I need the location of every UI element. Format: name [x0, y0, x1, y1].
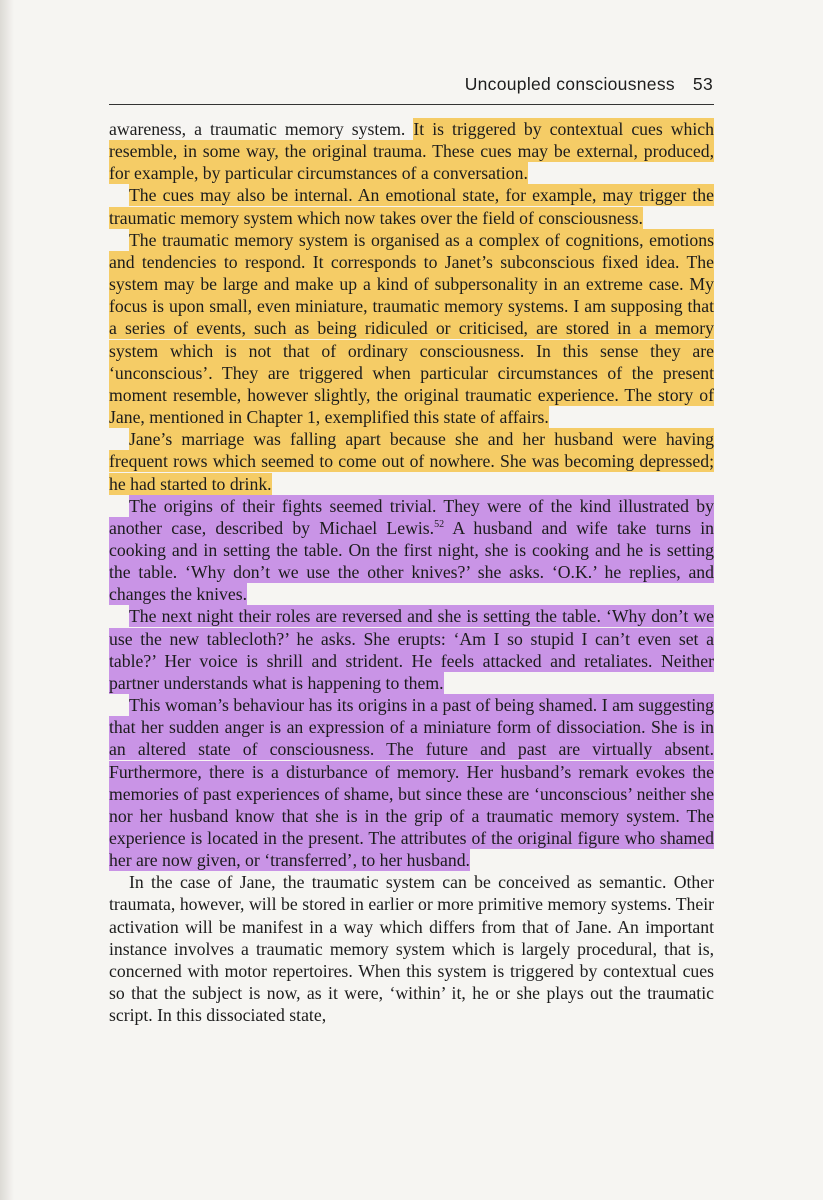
paragraph-4	[109, 428, 714, 494]
paragraph-6-highlight: The next night their roles are reversed and she is setting the table. ‘Why don’t we use the new tablecloth?’ he asks. She erupts: ‘Am I so stupid I can’t even set a table?’ Her voice is shrill and strident. He feels attacked and retaliates. Neither partner understands what is happening to them.	[109, 606, 714, 693]
paragraph-8	[109, 871, 714, 1026]
footnote-ref[interactable]	[434, 517, 444, 539]
running-title: Uncoupled consciousness	[464, 74, 675, 94]
page-number: 53	[692, 74, 713, 94]
paragraph-5-highlight-b: A husband and wife take turns in cooking and in setting the table. On the first night, she is cooking and he is setting the table. ‘Why don’t we use the other knives?’ she asks. ‘O.K.’ he replies, and changes the knives.	[109, 517, 714, 605]
paragraph-6	[109, 605, 714, 694]
paragraph-1-highlight: It is triggered by contextual cues which resemble, in some way, the original trauma. These cues may be external, produced, for example, by particular circumstances of a conversation.	[109, 119, 714, 184]
body-text	[109, 118, 714, 1026]
paragraph-4-highlight: Jane’s marriage was falling apart because she and her husband were having frequent rows which seemed to come out of nowhere. She was becoming depressed; he had started to drink.	[109, 429, 714, 494]
paragraph-3	[109, 229, 714, 428]
paragraph-2	[109, 184, 714, 228]
paragraph-3-highlight: The traumatic memory system is organised as a complex of cognitions, emotions and tendencies to respond. It corresponds to Janet’s subconscious fixed idea. The system may be large and make up a kind of subpersonality in an extreme case. My focus is upon small, even miniature, traumatic memory systems. I am supposing that a series of events, such as being ridiculed or criticised, are stored in a memory system which is not that of ordinary consciousness. In this sense they are ‘unconscious’. They are triggered when particular circumstances of the present moment resemble, however slightly, the original traumatic experience. The story of Jane, mentioned in Chapter 1, exemplified this state of affairs.	[109, 229, 714, 428]
footnote-52[interactable]: 52	[434, 518, 445, 530]
paragraph-1-plain: awareness, a traumatic memory system.	[109, 119, 414, 139]
running-header	[465, 74, 713, 95]
header-rule	[109, 104, 714, 105]
paragraph-1	[109, 118, 714, 184]
paragraph-7-highlight: This woman’s behaviour has its origins in a past of being shamed. I am suggesting that her sudden anger is an expression of a miniature form of dissociation. She is in an altered state of consciousness. The future and past are virtually absent. Furthermore, there is a disturbance of memory. Her husband’s remark evokes the memories of past experiences of shame, but since these are ‘unconscious’ neither she nor her husband know that she is in the grip of a traumatic memory system. The experience is located in the present. The attributes of the original figure who shamed her are now given, or ‘transferred’, to her husband.	[109, 695, 714, 871]
paragraph-7	[109, 694, 714, 871]
page-gutter-shadow	[0, 0, 14, 1200]
paragraph-5	[109, 495, 714, 606]
paragraph-5-highlight-a: The origins of their fights seemed trivial. They were of the kind illustrated by another case, described by Michael Lewis.	[109, 495, 714, 538]
paragraph-2-highlight: The cues may also be internal. An emotional state, for example, may trigger the traumatic memory system which now takes over the field of consciousness.	[109, 185, 714, 228]
paragraph-8-plain: In the case of Jane, the traumatic system can be conceived as semantic. Other traumata, however, will be stored in earlier or more primitive memory systems. Their activation will be manifest in a way which differs from that of Jane. An important instance involves a traumatic memory system which is largely procedural, that is, concerned with motor repertoires. When this system is triggered by contextual cues so that the subject is now, as it were, ‘within’ it, he or she plays out the traumatic script. In this dissociated state,	[109, 872, 714, 1026]
